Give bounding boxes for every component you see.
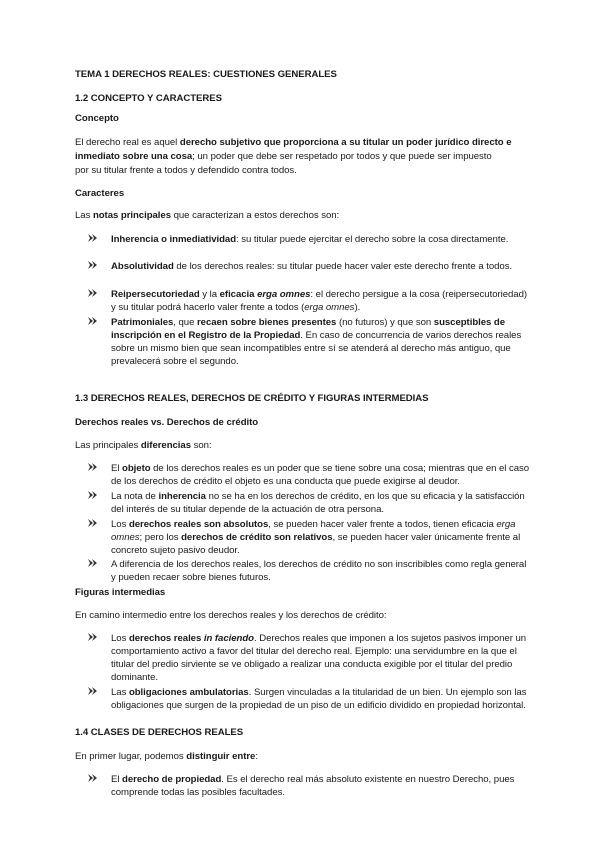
list-item: Reipersecutoriedad y la eficacia erga omnes: el derecho persigue a la cosa (reipersecutoriedad) y su titular podrá hacerlo valer frente a todos (erga omnes). — [111, 289, 528, 313]
bullet-arrow-icon — [87, 233, 99, 243]
bullet-arrow-icon — [87, 632, 99, 642]
list-item: Los derechos reales in faciendo. Derechos reales que imponen a los sujetos pasivos imponer un comportamiento activo a favor del titular del derecho real. Ejemplo: una servidumbre en la que el titular del predio sirviente se ve obligado a realizar una conducta exigible por el titular del predio dominante. — [111, 633, 527, 683]
bullet-arrow-icon — [87, 773, 99, 783]
concepto-line-1: El derecho real es aquel derecho subjetivo que proporciona a su titular un poder jurídico directo e — [75, 137, 512, 148]
bullet-arrow-icon — [87, 462, 99, 472]
heading-caracteres: Caracteres — [75, 188, 125, 199]
diferencias-intro: Las principales diferencias son: — [75, 440, 212, 451]
bullet-arrow-icon — [87, 518, 99, 528]
section-heading-1-2: 1.2 CONCEPTO Y CARACTERES — [75, 93, 222, 104]
list-item: Absolutividad de los derechos reales: su titular puede hacer valer este derecho frente a todos. — [111, 261, 513, 272]
doc-title: TEMA 1 DERECHOS REALES: CUESTIONES GENERALES — [75, 69, 337, 80]
list-item: Inherencia o inmediatividad: su titular puede ejercitar el derecho sobre la cosa directamente. — [111, 234, 509, 245]
list-item: La nota de inherencia no se ha en los derechos de crédito, en los que su eficacia y la satisfacción del interés de su titular depende de la actuación de otra persona. — [111, 491, 525, 515]
section-heading-1-3: 1.3 DERECHOS REALES, DERECHOS DE CRÉDITO Y FIGURAS INTERMEDIAS — [75, 393, 429, 404]
bullet-arrow-icon — [87, 686, 99, 696]
concepto-line-2: inmediato sobre una cosa; un poder que debe ser respetado por todos y que puede ser impuesto — [75, 151, 492, 162]
figuras-intro: En camino intermedio entre los derechos reales y los derechos de crédito: — [75, 610, 387, 621]
list-item: El objeto de los derechos reales es un poder que se tiene sobre una cosa; mientras que en el caso de los derechos de crédito el objeto es una conducta que puede exigirse al deudor. — [111, 463, 530, 487]
list-item: El derecho de propiedad. Es el derecho real más absoluto existente en nuestro Derecho, pues comprende todas las posibles facultades. — [111, 774, 515, 798]
heading-figuras: Figuras intermedias — [75, 587, 166, 598]
caracteres-intro: Las notas principales que caracterizan a estos derechos son: — [75, 210, 340, 221]
bullet-arrow-icon — [87, 316, 99, 326]
bullet-arrow-icon — [87, 558, 99, 568]
bullet-arrow-icon — [87, 260, 99, 270]
section-heading-1-4: 1.4 CLASES DE DERECHOS REALES — [75, 727, 244, 738]
concepto-line-3: por su titular frente a todos y defendido contra todos. — [75, 165, 297, 176]
list-item: Patrimoniales, que recaen sobre bienes presentes (no futuros) y que son susceptibles de inscripción en el Registro de la Propiedad. En caso de concurrencia de varios derechos reales sobre un mismo bien que sean incompatibles entre sí se atenderá al derecho más antiguo, que prevalecerá sobre el segundo. — [111, 317, 522, 367]
clases-intro: En primer lugar, podemos distinguir entre: — [75, 751, 258, 762]
bullet-arrow-icon — [87, 288, 99, 298]
heading-vs: Derechos reales vs. Derechos de crédito — [75, 417, 259, 428]
list-item: Los derechos reales son absolutos, se pueden hacer valer frente a todos, tienen eficacia erga omnes; pero los derechos de crédito son relativos, se pueden hacer valer únicamente frente al concreto sujeto pasivo deudor. — [111, 519, 521, 556]
list-item: Las obligaciones ambulatorias. Surgen vinculadas a la titularidad de un bien. Un ejemplo son las obligaciones que surgen de la propiedad de un piso de un edificio dividido en propiedad horizontal. — [111, 687, 527, 711]
list-item: A diferencia de los derechos reales, los derechos de crédito no son inscribibles como regla general y pueden recaer sobre bienes futuros. — [111, 559, 527, 583]
heading-concepto: Concepto — [75, 113, 119, 124]
bullet-arrow-icon — [87, 490, 99, 500]
